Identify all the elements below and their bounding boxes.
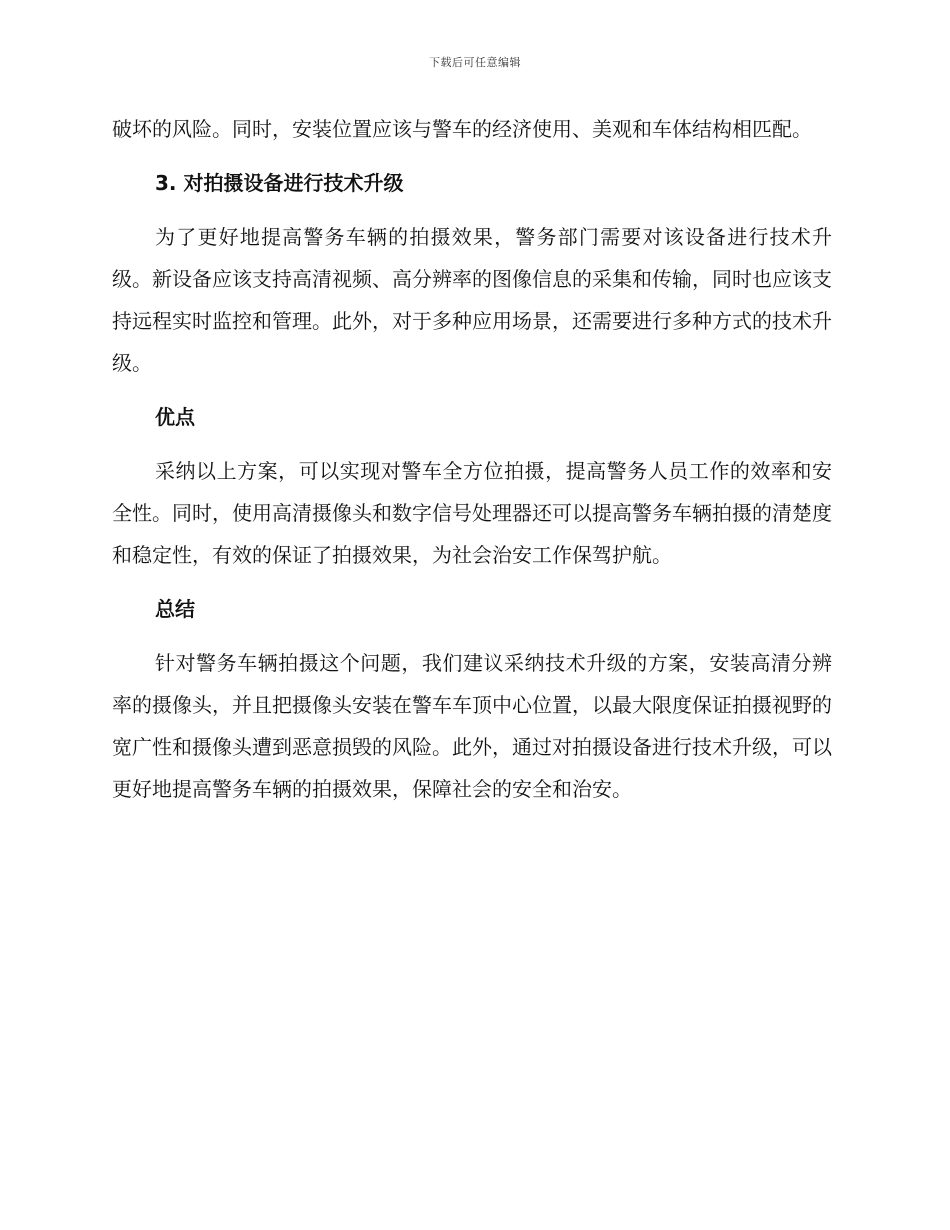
page-header: 下载后可任意编辑 xyxy=(429,56,521,69)
paragraph-summary: 针对警务车辆拍摄这个问题，我们建议采纳技术升级的方案，安装高清分辨率的摄像头，并且把摄像头安装在警车车顶中心位置，以最大限度保证拍摄视野的宽广性和摄像头遭到恶意损毁的风险。此外，通过对拍摄设备进行技术升级，可以更好地提高警务车辆的拍摄效果，保障社会的安全和治安。 xyxy=(112,651,832,801)
document-body xyxy=(112,108,832,810)
paragraph-continued: 破坏的风险。同时，安装位置应该与警车的经济使用、美观和车体结构相匹配。 xyxy=(112,117,812,141)
paragraph-advantages: 采纳以上方案，可以实现对警车全方位拍摄，提高警务人员工作的效率和安全性。同时，使用高清摄像头和数字信号处理器还可以提高警务车辆拍摄的清楚度和稳定性，有效的保证了拍摄效果，为社会治安工作保驾护航。 xyxy=(112,459,832,567)
paragraph-tech-upgrade: 为了更好地提高警务车辆的拍摄效果，警务部门需要对该设备进行技术升级。新设备应该支持高清视频、高分辨率的图像信息的采集和传输，同时也应该支持远程实时监控和管理。此外，对于多种应用场景，还需要进行多种方式的技术升级。 xyxy=(112,225,832,375)
section-heading-tech-upgrade: 3. 对拍摄设备进行技术升级 xyxy=(155,171,404,195)
section-heading-advantages: 优点 xyxy=(155,405,195,429)
section-heading-summary: 总结 xyxy=(155,597,195,621)
